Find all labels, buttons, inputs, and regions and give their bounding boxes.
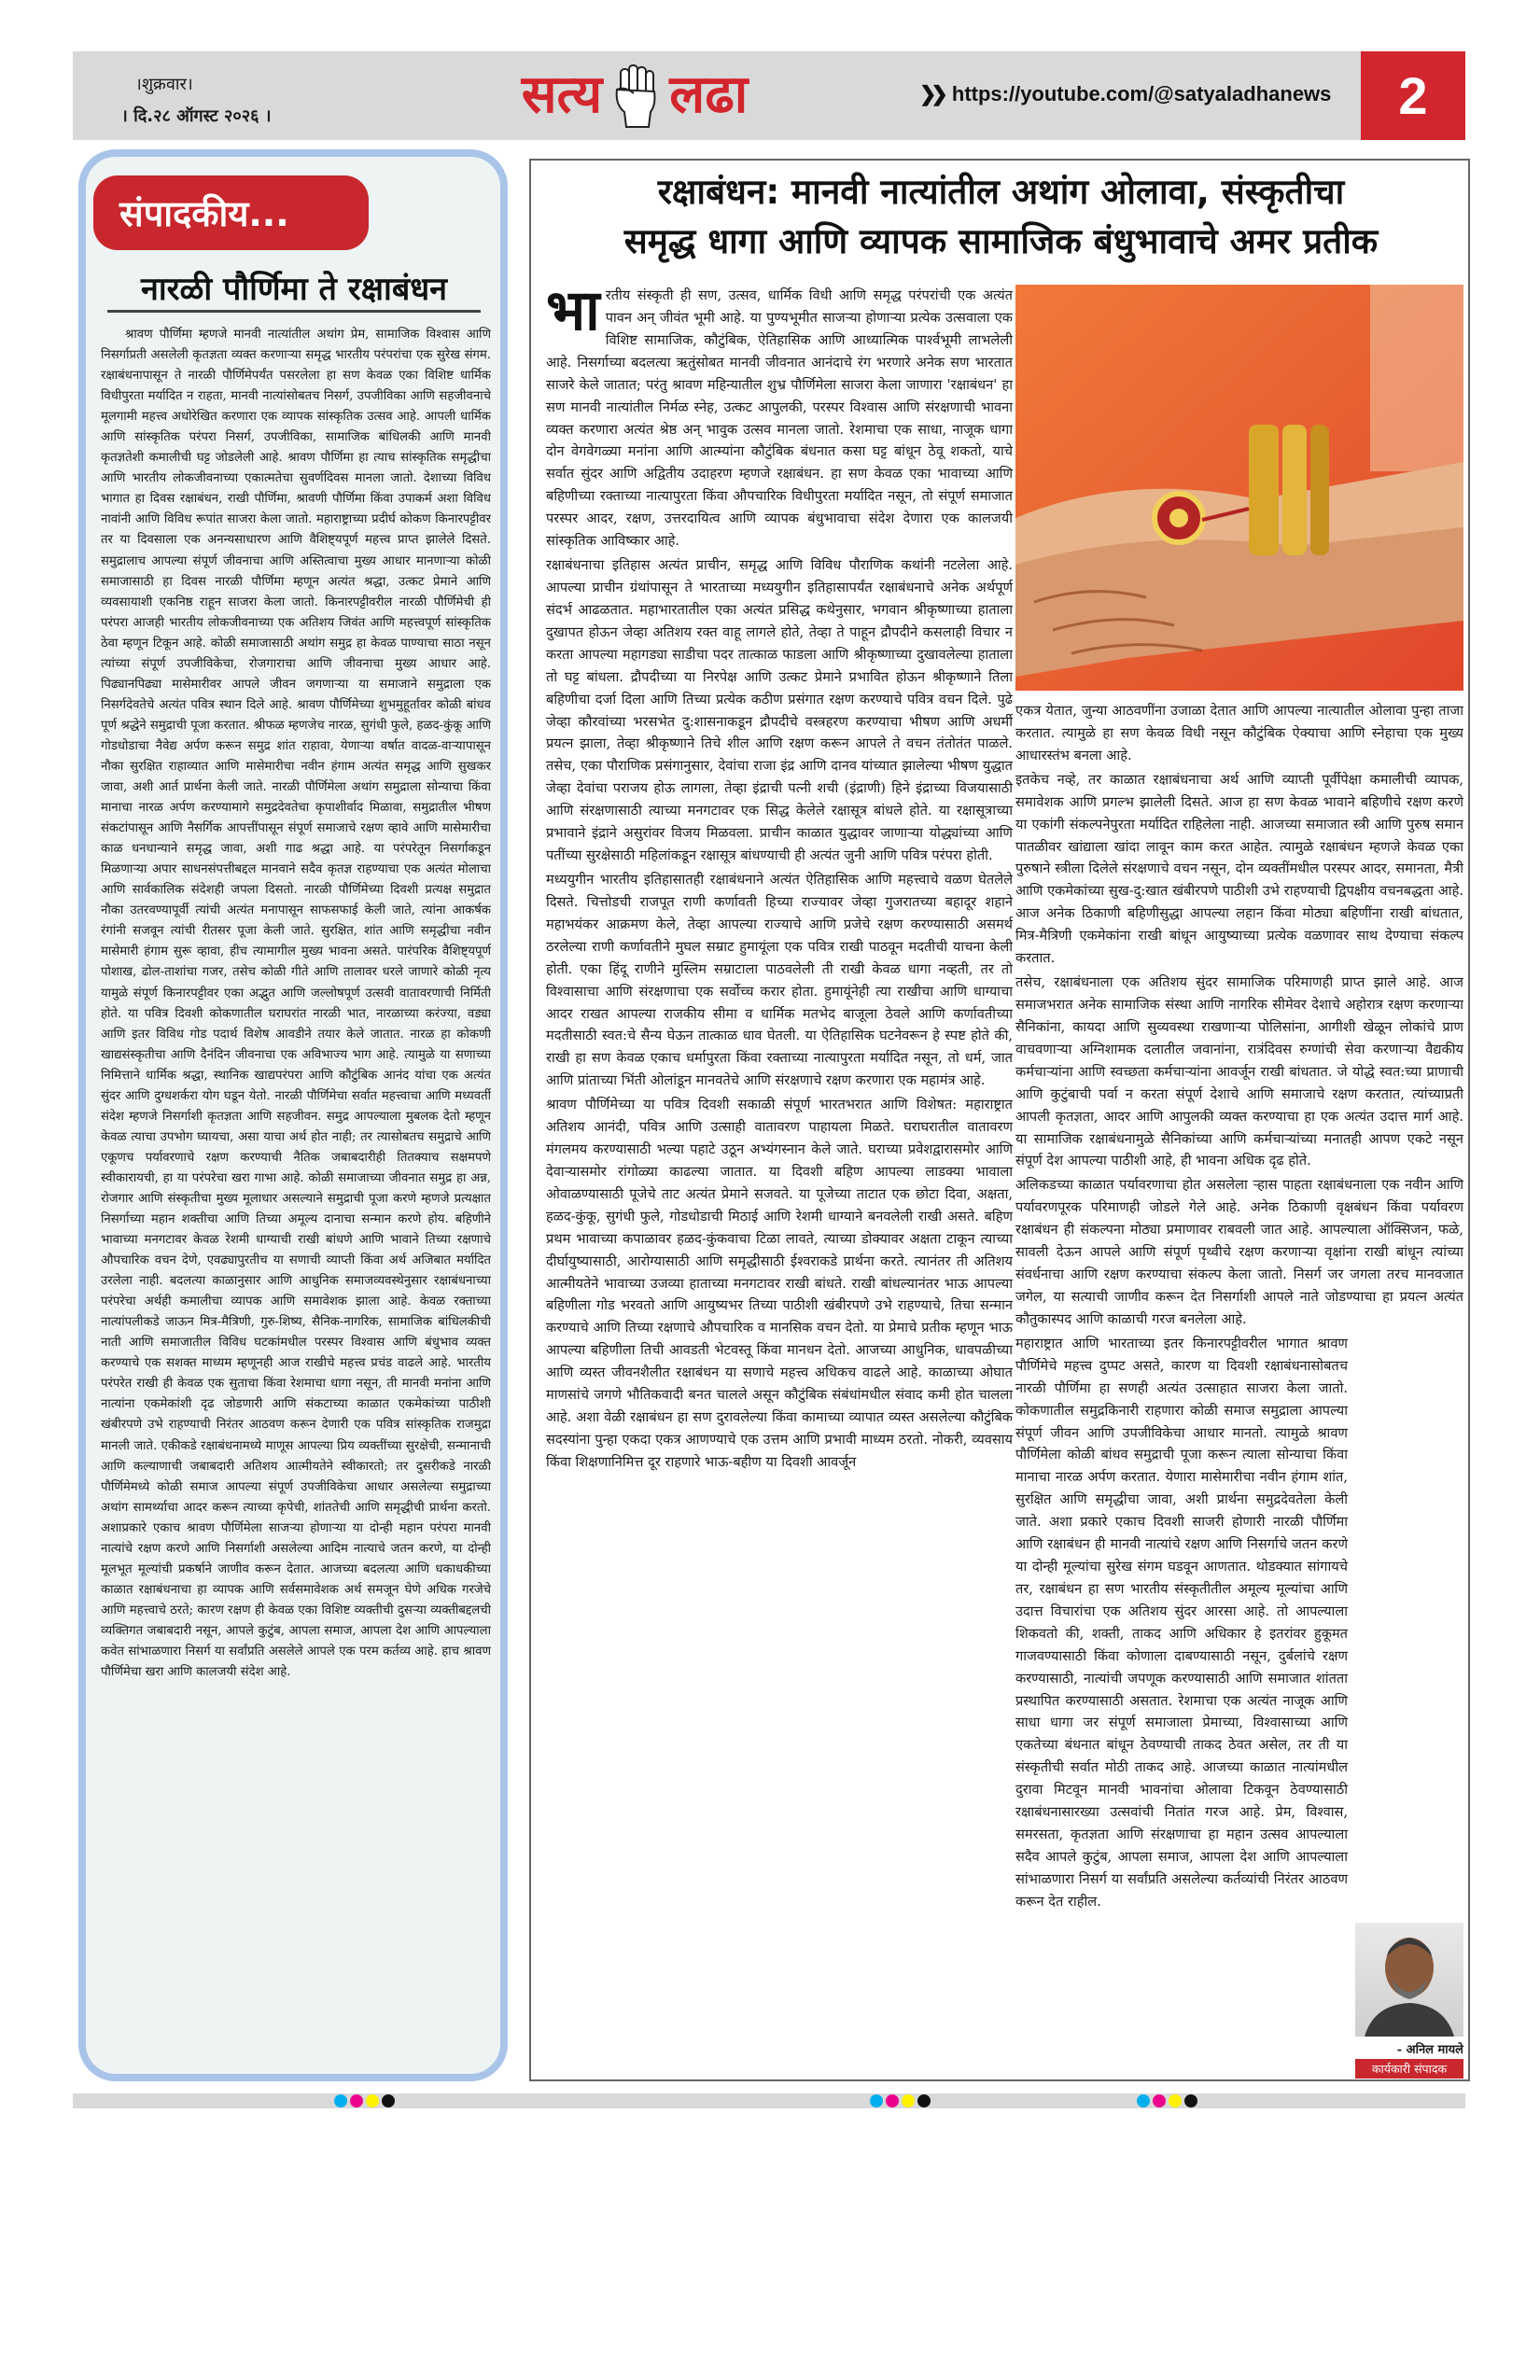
article-paragraph: एकत्र येतात, जुन्या आठवणींना उजाळा देतात आणि आपल्या नात्यातील ओलावा पुन्हा ताजा करतात. त्यामुळे हा सण केवळ विधी नसून कौटुंबिक ऐक्याचा आणि स्नेहाचा एक मुख्य आधारस्तंभ बनला आहे. [1015, 703, 1463, 763]
yellow-dot [1169, 2094, 1182, 2107]
editorial-tag: संपादकीय... [93, 175, 369, 250]
article-paragraph: तसेच, रक्षाबंधनाला एक अतिशय सुंदर सामाजिक परिमाणही प्राप्त झाले आहे. आज समाजभरात अनेक सामाजिक संस्था आणि नागरिक सीमेवर देशाचे अहोरात्र रक्षण करणाऱ्या सैनिकांना, कायदा आणि सुव्यवस्था राखणाऱ्या पोलिसांना, आगीशी खेळून लोकांचे प्राण वाचवणाऱ्या अग्निशामक दलातील जवानांना, रात्रंदिवस रुग्णांची सेवा करणाऱ्या वैद्यकीय कर्मचाऱ्यांना आणि स्वच्छता कर्मचाऱ्यांना आवर्जून राखी बांधतात. जे योद्धे स्वत:च्या प्राणाची आणि कुटुंबाची पर्वा न करता संपूर्ण देशाचे आणि समाजाचे रक्षण करतात, त्यांच्याप्रती आपली कृतज्ञता, आदर आणि आपुलकी व्यक्त करण्याचा हा एक अत्यंत उदात्त मार्ग आहे. या सामाजिक रक्षाबंधनामुळे सैनिकांच्या आणि कर्मचाऱ्यांच्या मनातही आपण एकटे नसून संपूर्ण देश आपल्या पाठीशी आहे, ही भावना अधिक दृढ होते. [1015, 974, 1463, 1169]
article-column-1 [546, 285, 1013, 2077]
magenta-dot [886, 2094, 899, 2107]
youtube-link[interactable] [919, 82, 1331, 106]
editorial-body [101, 325, 491, 2070]
black-dot [382, 2094, 395, 2107]
editorial-divider [107, 310, 481, 313]
rakhi-photo [1015, 285, 1463, 691]
author-portrait [1355, 1923, 1463, 2037]
paragraph-text: रतीय संस्कृती ही सण, उत्सव, धार्मिक विधी आणि समृद्ध परंपरांची एक अत्यंत पावन अन् जीवंत भूमी आहे. या पुण्यभूमीत साजऱ्या होणाऱ्या प्रत्येक उत्सवाला एक विशिष्ट सामाजिक, कौटुंबिक, ऐतिहासिक आणि आध्यात्मिक पार्श्वभूमी लाभलेली आहे. निसर्गाच्या बदलत्या ऋतुंसोबत मानवी जीवनात आनंदाचे रंग भरणारे अनेक सण भारतात साजरे केले जातात; परंतु श्रावण महिन्यातील शुभ्र पौर्णिमेला साजरा केला जाणारा 'रक्षाबंधन' हा सण मानवी नात्यांतील निर्मळ स्नेह, उत्कट आपुलकी, परस्पर विश्वास आणि संरक्षणाची भावना व्यक्त करणारा अत्यंत श्रेष्ठ अन् भावुक उत्सव मानला जातो. रेशमाचा एक साधा, नाजूक धागा दोन वेगवेगळ्या मनांना आणि आत्म्यांना कौटुंबिक बंधनात कसा घट्ट बांधून ठेवू शकतो, याचे सर्वात सुंदर आणि अद्वितीय उदाहरण म्हणजे रक्षाबंधन. हा सण केवळ एका भावाच्या आणि बहिणीच्या रक्ताच्या नात्यापुरता किंवा औपचारिक विधीपुरता मर्यादित नसून, तो संपूर्ण समाजात परस्पर आदर, रक्षण, उत्तरदायित्व आणि व्यापक बंधुभावाचा संदेश देणारा एक कालजयी सांस्कृतिक आविष्कार आहे. [546, 287, 1013, 550]
article-paragraph: महाराष्ट्रात आणि भारताच्या इतर किनारपट्टीवरील भागात श्रावण पौर्णिमेचे महत्त्व दुप्पट असते, कारण या दिवशी रक्षाबंधनासोबतच नारळी पौर्णिमा हा सणही अत्यंत उत्साहात साजरा केला जातो. कोकणातील समुद्रकिनारी राहणारा कोळी समाज समुद्राला आपल्या संपूर्ण जीवन आणि उपजीविकेचा आधार मानतो. त्यामुळे श्रावण पौर्णिमेला कोळी बांधव समुद्राची पूजा करून त्याला सोन्याचा किंवा मानाचा नारळ अर्पण करतात. येणारा मासेमारीचा नवीन हंगाम शांत, सुरक्षित आणि समृद्धीचा जावा, अशी प्रार्थना समुद्रदेवतेला केली जाते. अशा प्रकारे एकाच दिवशी साजरी होणारी नारळी पौर्णिमा आणि रक्षाबंधन ही मानवी नात्यांचे रक्षण आणि निसर्गाचे जतन करणे या दोन्ही मूल्यांचा सुरेख संगम घडवून आणतात. थोडक्यात सांगायचे तर, रक्षाबंधन हा सण भारतीय संस्कृतीतील अमूल्य मूल्यांचा आणि उदात्त विचारांचा एक अतिशय सुंदर आरसा आहे. तो आपल्याला शिकवतो की, शक्ती, ताकद आणि अधिकार हे इतरांवर हुकूमत गाजवण्यासाठी किंवा कोणाला दाबण्यासाठी नसून, दुर्बलांचे रक्षण करण्यासाठी, नात्यांची जपणूक करण्यासाठी आणि समाजात शांतता प्रस्थापित करण्यासाठी असतात. रेशमाचा एक अत्यंत नाजूक आणि साधा धागा जर संपूर्ण समाजाला प्रेमाच्या, विश्वासाच्या आणि एकतेच्या बंधनात बांधून ठेवण्याची ताकद ठेवत असेल, तर ती या संस्कृतीची सर्वात मोठी ताकद आहे. आजच्या काळात नात्यांमधील दुरावा मिटवून मानवी भावनांचा ओलावा टिकवून ठेवण्यासाठी रक्षाबंधनासारख्या उत्सवांची नितांत गरज आहे. प्रेम, विश्वास, समरसता, कृतज्ञता आणि संरक्षणाचा हा महान उत्सव आपल्याला सदैव आपले कुटुंब, आपला समाज, आपला देश आणि आपल्याला सांभाळणारा निसर्ग या सर्वांप्रति असलेल्या कर्तव्यांची निरंतर आठवण करून देत राहील. [1015, 1335, 1348, 1910]
masthead-left-text: सत्य [521, 64, 603, 125]
cyan-dot [334, 2094, 347, 2107]
editorial-paragraph: श्रावण पौर्णिमा म्हणजे मानवी नात्यांतील अथांग प्रेम, सामाजिक विश्वास आणि निसर्गाप्रती असलेली कृतज्ञता व्यक्त करणाऱ्या समृद्ध भारतीय परंपरांचा एक सुरेख संगम. रक्षाबंधनापासून ते नारळी पौर्णिमेपर्यंत पसरलेला हा सण केवळ एका विशिष्ट धार्मिक विधीपुरता मर्यादित न राहता, मानवी नात्यांसोबतच निसर्ग, उपजीविका आणि सहजीवनाचे मूलगामी महत्त्व अधोरेखित करणारा एक व्यापक सांस्कृतिक उत्सव आहे. आपली धार्मिक आणि सांस्कृतिक परंपरा निसर्ग, उपजीविका, सामाजिक बांधिलकी आणि मानवी कृतज्ञतेशी कमालीची घट्ट जोडलेली आहे. श्रावण पौर्णिमा हा त्याच सांस्कृतिक समृद्धीचा आणि भारतीय लोकजीवनाच्या एकात्मतेचा सुवर्णदिवस मानला जातो. देशाच्या विविध भागात हा दिवस रक्षाबंधन, राखी पौर्णिमा, श्रावणी पौर्णिमा किंवा उपाकर्म अशा विविध नावांनी आणि विविध रूपांत साजरा केला जातो. महाराष्ट्राच्या प्रदीर्घ कोकण किनारपट्टीवर तर या दिवसाला एक अनन्यसाधारण आणि वैशिष्ट्यपूर्ण महत्त्व प्राप्त झालेले दिसते. समुद्रालाच आपल्या संपूर्ण जीवनाचा आणि अस्तित्वाचा मुख्य आधार मानणाऱ्या कोळी समाजासाठी हा दिवस नारळी पौर्णिमा म्हणून अत्यंत श्रद्धा, उत्कट प्रेमाने आणि व्यवसायाशी एकनिष्ठ राहून साजरा केला जातो. किनारपट्टीवरील नारळी पौर्णिमेची ही परंपरा आजही भारतीय लोकजीवनाच्या एक अतिशय जिवंत आणि महत्त्वपूर्ण सांस्कृतिक ठेवा म्हणून टिकून आहे. कोळी समाजासाठी अथांग समुद्र हा केवळ पाण्याचा साठा नसून त्यांच्या संपूर्ण उपजीविकेचा, रोजगाराचा आणि जीवनाचा मुख्य आधार आहे. पिढ्यानपिढ्या मासेमारीवर आपले जीवन जगणाऱ्या या समाजाने समुद्राला एक निसर्गदेवतेचे अत्यंत पवित्र स्थान दिले आहे. श्रावण पौर्णिमेच्या शुभमुहूर्तावर कोळी बांधव पूर्ण श्रद्धेने समुद्राची पूजा करतात. श्रीफळ म्हणजेच नारळ, सुगंधी फुले, हळद-कुंकू आणि गोडधोडाचा नैवेद्य अर्पण करून समुद्र शांत राहावा, येणाऱ्या वर्षात वादळ-वाऱ्यापासून नौका सुरक्षित राहाव्यात आणि मासेमारीचा नवीन हंगाम अत्यंत समृद्ध आणि सुखकर जावा, अशी आर्त प्रार्थना केली जाते. नारळी पौर्णिमेला अथांग समुद्राला सोन्याचा किंवा मानाचा नारळ अर्पण करण्यामागे समुद्रदेवतेचा कृपाशीर्वाद मिळावा, समुद्रातील भीषण संकटांपासून आणि नैसर्गिक आपत्तींपासून संपूर्ण समाजाचे रक्षण व्हावे आणि मासेमारीचा काळ धनधान्याने समृद्ध जावा, अशी गाढ श्रद्धा आहे. या परंपरेतून निसर्गाकडून मिळणाऱ्या अपार साधनसंपत्तीबद्दल मानवाने सदैव कृतज्ञ राहण्याचा एक अत्यंत मोलाचा आणि सार्वकालिक संदेशही जपला दिसतो. नारळी पौर्णिमेच्या दिवशी प्रत्यक्ष समुद्रात नौका उतरवण्यापूर्वी त्यांची अत्यंत मनापासून साफसफाई केली जाते, त्यांना आकर्षक रंगांनी सजवून त्यांची रीतसर पूजा केली जाते. सुरक्षित, शांत आणि समृद्धीचा नवीन मासेमारी हंगाम सुरू व्हावा, हीच त्यामागील मुख्य भावना असते. पारंपरिक वैशिष्ट्यपूर्ण पोशाख, ढोल-ताशांचा गजर, तसेच कोळी गीते आणि तालावर धरले जाणारे कोळी नृत्य यामुळे संपूर्ण किनारपट्टीवर एका अद्भुत आणि जल्लोषपूर्ण उत्सवी वातावरणाची निर्मिती होते. या पवित्र दिवशी कोकणातील घराघरांत नारळी भात, नारळाच्या करंज्या, वड्या आणि इतर विविध गोड पदार्थ विशेष आवडीने तयार केले जातात. नारळ हा कोकणी खाद्यसंस्कृतीचा आणि दैनंदिन जीवनाचा एक अविभाज्य भाग आहे. त्यामुळे या सणाच्या निमित्ताने धार्मिक श्रद्धा, स्थानिक खाद्यपरंपरा आणि कौटुंबिक आनंद यांचा एक अत्यंत सुंदर आणि दुग्धशर्करा योग घडून येतो. नारळी पौर्णिमेचा सर्वात महत्त्वाचा आणि मध्यवर्ती संदेश म्हणजे निसर्गाशी कृतज्ञता आणि सहजीवन. समुद्र आपल्याला मुबलक देतो म्हणून केवळ त्याचा उपभोग घ्यायचा, असा याचा अर्थ होत नाही; तर त्यासोबतच समुद्राचे आणि एकूणच पर्यावरणाचे रक्षण करण्याची नैतिक जबाबदारीही तितक्याच सक्षमपणे स्वीकारायची, हा या परंपरेचा खरा गाभा आहे. कोळी समाजाच्या जीवनात समुद्र हा अन्न, रोजगार आणि संस्कृतीचा मुख्य मूलाधार असल्याने समुद्राची पूजा करणे म्हणजे प्रत्यक्षात निसर्गाच्या महान शक्तीचा आणि तिच्या अमूल्य दानाचा सन्मान करणे होय. बहिणीने भावाच्या मनगटावर केवळ रेशमी धाग्याची राखी बांधणे आणि भावाने तिच्या रक्षणाचे औपचारिक वचन देणे, एवढ्यापुरतीच या सणाची व्याप्ती किंवा अर्थ अजिबात मर्यादित उरलेला नाही. बदलत्या काळानुसार आणि आधुनिक समाजव्यवस्थेनुसार रक्षाबंधनाच्या परंपरेचा अर्थही कमालीचा व्यापक आणि समावेशक झाला आहे. केवळ रक्ताच्या नात्यांपलीकडे जाऊन मित्र-मैत्रिणी, गुरु-शिष्य, सैनिक-नागरिक, सामाजिक बांधिलकीची नाती आणि समाजातील विविध घटकांमधील परस्पर विश्वास आणि बंधुभाव व्यक्त करण्याचे एक सशक्त माध्यम म्हणूनही आज राखीचे महत्त्व प्रचंड वाढले आहे. भारतीय परंपरेत राखी ही केवळ एक सुताचा किंवा रेशमाचा धागा नसून, ती मानवी मनांना आणि नात्यांना एकमेकांशी दृढ जोडणारी आणि संकटाच्या काळात एकमेकांच्या पाठीशी खंबीरपणे उभे राहण्याची निरंतर आठवण करून देणारी एक पवित्र सांस्कृतिक राजमुद्रा मानली जाते. एकीकडे रक्षाबंधनामध्ये माणूस आपल्या प्रिय व्यक्तींच्या सुरक्षेची, सन्मानाची आणि कल्याणाची जबाबदारी अतिशय आत्मीयतेने स्वीकारतो; तर दुसरीकडे नारळी पौर्णिमेमध्ये कोळी समाज आपल्या संपूर्ण उपजीविकेचा आधार असलेल्या समुद्राच्या अथांग सामर्थ्याचा आदर करून त्याच्या कृपेची, शांततेची आणि समृद्धीची प्रार्थना करतो. अशाप्रकारे एकाच श्रावण पौर्णिमेला साजऱ्या होणाऱ्या या दोन्ही महान परंपरा मानवी नात्यांचे रक्षण करणे आणि निसर्गाशी असलेल्या आदिम नात्याचे जतन करणे, या दोन्ही मूलभूत मूल्यांची प्रकर्षाने जाणीव करून देतात. आजच्या बदलत्या आणि धकाधकीच्या काळात रक्षाबंधनाचा हा व्यापक आणि सर्वसमावेशक अर्थ समजून घेणे अधिक गरजेचे आणि महत्त्वाचे ठरते; कारण रक्षण ही केवळ एका विशिष्ट व्यक्तीची दुसऱ्या व्यक्तीबद्दलची व्यक्तिगत जबाबदारी नसून, आपले कुटुंब, आपला समाज, आपला देश आणि आपल्याला कवेत सांभाळणारा निसर्ग या सर्वांप्रति असलेले आपले एक परम कर्तव्य आहे. हाच श्रावण पौर्णिमेचा खरा आणि कालजयी संदेश आहे. [101, 328, 491, 1680]
magenta-dot [1153, 2094, 1166, 2107]
registration-marks-center [870, 2094, 931, 2107]
author-role: कार्यकारी संपादक [1355, 2059, 1463, 2079]
article-paragraph: इतकेच नव्हे, तर काळात रक्षाबंधनाचा अर्थ आणि व्याप्ती पूर्वीपेक्षा कमालीची व्यापक, समावेशक आणि प्रगल्भ झालेली दिसते. आज हा सण केवळ भावाने बहिणीचे रक्षण करणे या एकांगी संकल्पनेपुरता मर्यादित राहिलेला नाही. आजच्या समाजात स्त्री आणि पुरुष समान पातळीवर खांद्याला खांदा लावून काम करत आहेत. त्यामुळे रक्षाबंधन म्हणजे केवळ एका पुरुषाने स्त्रीला दिलेले संरक्षणाचे वचन नसून, दोन व्यक्तींमधील परस्पर आदर, समानता, मैत्री आणि एकमेकांच्या सुख-दु:खात खंबीरपणे पाठीशी उभे राहण्याची द्विपक्षीय वचनबद्धता आहे. आज अनेक ठिकाणी बहिणीसुद्धा आपल्या लहान किंवा मोठ्या बहिणींना राखी बांधतात, मित्र-मैत्रिणी एकमेकांना राखी बांधून आयुष्याच्या प्रत्येक वळणावर साथ देण्याचा संकल्प करतात. [1015, 771, 1463, 967]
article-headline [541, 168, 1461, 266]
youtube-url[interactable]: https://youtube.com/@satyaladhanews [951, 82, 1332, 105]
masthead-logo [439, 58, 831, 133]
yellow-dot [366, 2094, 379, 2107]
black-dot [917, 2094, 931, 2107]
registration-marks-left [334, 2094, 395, 2107]
page-number: 2 [1361, 51, 1465, 140]
article-paragraph: रक्षाबंधनाचा इतिहास अत्यंत प्राचीन, समृद्ध आणि विविध पौराणिक कथांनी नटलेला आहे. आपल्या प्राचीन ग्रंथांपासून ते भारताच्या मध्ययुगीन इतिहासापर्यंत रक्षाबंधनाचे अनेक अर्थपूर्ण संदर्भ आढळतात. महाभारतातील एका अत्यंत प्रसिद्ध कथेनुसार, भगवान श्रीकृष्णाच्या हाताला दुखापत होऊन जेव्हा अतिशय रक्त वाहू लागले होते, तेव्हा ते पाहून द्रौपदीने कसलाही विचार न करता आपल्या महागड्या साडीचा पदर तात्काळ फाडला आणि श्रीकृष्णाच्या दुखावलेल्या हाताला तो घट्ट बांधला. द्रौपदीच्या या निरपेक्ष आणि उत्कट प्रेमाने प्रभावित होऊन श्रीकृष्णाने तिला बहिणीचा दर्जा दिला आणि तिच्या प्रत्येक कठीण प्रसंगात रक्षण करण्याचे पवित्र वचन दिले. पुढे जेव्हा कौरवांच्या भरसभेत दु:शासनाकडून द्रौपदीचे वस्त्रहरण करण्याचा भीषण आणि अधर्मी प्रयत्न झाला, तेव्हा श्रीकृष्णाने तिचे शील आणि रक्षण करून आपले ते वचन तंतोतंत पाळले. तसेच, एका पौराणिक प्रसंगानुसार, देवांचा राजा इंद्र आणि दानव यांच्यात झालेल्या भीषण युद्धात जेव्हा देवांचा पराजय होऊ लागला, तेव्हा इंद्राची पत्नी शची (इंद्राणी) हिने इंद्राच्या विजयासाठी आणि संरक्षणासाठी त्याच्या मनगटावर एक सिद्ध केलेले रक्षासूत्र बांधले होते. या रक्षासूत्राच्या प्रभावाने इंद्राने असुरांवर विजय मिळवला. प्राचीन काळात युद्धावर जाणाऱ्या योद्ध्यांच्या आणि पतींच्या सुरक्षेसाठी महिलांकडून रक्षासूत्र बांधण्याची ही अत्यंत जुनी आणि पवित्र परंपरा होती. [546, 557, 1013, 864]
registration-marks-right [1137, 2094, 1197, 2107]
article-paragraph: अलिकडच्या काळात पर्यावरणाचा होत असलेला ऱ्हास पाहता रक्षाबंधनाला एक नवीन आणि पर्यावरणपूरक परिमाणही जोडले गेले आहे. अनेक ठिकाणी वृक्षबंधन किंवा पर्यावरण रक्षाबंधन ही संकल्पना मोठ्या प्रमाणावर राबवली जात आहे. आपल्याला ऑक्सिजन, फळे, सावली देऊन आपले आणि संपूर्ण पृथ्वीचे रक्षण करणाऱ्या वृक्षांना राखी बांधून त्यांच्या संवर्धनाचा आणि रक्षण करण्याचा संकल्प केला जातो. निसर्ग जर जगला तरच मानवजात जगेल, या सत्याची जाणीव करून देत निसर्गाशी आपले नाते जोडण्याचा हा प्रयत्न अत्यंत कौतुकास्पद आणि काळाची गरज बनलेला आहे. [1015, 1177, 1463, 1327]
drop-cap: भा [546, 285, 600, 343]
masthead-right-text: लढा [669, 64, 749, 125]
headline-line-1: रक्षाबंधन: मानवी नात्यांतील अथांग ओलावा, संस्कृतीचा [657, 172, 1345, 212]
cyan-dot [1137, 2094, 1150, 2107]
double-chevron-icon: ❯❯ [919, 82, 943, 105]
article-column-2 [1015, 700, 1463, 2072]
article-paragraph: मध्ययुगीन भारतीय इतिहासातही रक्षाबंधनाने अत्यंत ऐतिहासिक आणि महत्त्वाचे वळण घेतलेले दिसते. चित्तोडची राजपूत राणी कर्णावती हिच्या राज्यावर जेव्हा गुजरातच्या बहादूर शहाने महाभयंकर आक्रमण केले, तेव्हा आपल्या राज्याचे आणि प्रजेचे रक्षण करण्यासाठी असमर्थ ठरलेल्या राणी कर्णावतीने मुघल सम्राट हुमायूंला एक पवित्र राखी पाठवून मदतीची याचना केली होती. एका हिंदू राणीने मुस्लिम सम्राटाला पाठवलेली ती राखी केवळ धागा नव्हती, तर तो विश्वासाचा आणि संरक्षणाचा एक सर्वोच्च करार होता. हुमायूंनेही त्या राखीचा आणि धाग्याचा आदर राखत आपल्या राजकीय सीमा व धार्मिक मतभेद बाजूला ठेवले आणि कर्णावतीच्या मदतीसाठी स्वत:चे सैन्य घेऊन तात्काळ धाव घेतली. या ऐतिहासिक घटनेवरून हे स्पष्ट होते की, राखी हा सण केवळ एकाच धर्मापुरता किंवा रक्ताच्या नात्यापुरता मर्यादित नसून, तो धर्म, जात आणि प्रांताच्या भिंती ओलांडून मानवतेचे आणि संरक्षणाचे रक्षण करणारा एक महामंत्र आहे. [546, 871, 1013, 1089]
rakhi-hands-illustration [1015, 285, 1463, 691]
article-paragraph: श्रावण पौर्णिमेच्या या पवित्र दिवशी सकाळी संपूर्ण भारतभरात आणि विशेषत: महाराष्ट्रात अतिशय आनंदी, पवित्र आणि उत्साही वातावरण पाहायला मिळते. घराघरातील वातावरण मंगलमय करण्यासाठी भल्या पहाटे उठून अभ्यंगस्नान केले जाते. घराच्या प्रवेशद्वारासमोर आणि देवाऱ्यासमोर रांगोळ्या काढल्या जातात. या दिवशी बहिण आपल्या लाडक्या भावाला ओवाळण्यासाठी पूजेचे ताट अत्यंत प्रेमाने सजवते. या पूजेच्या ताटात एक छोटा दिवा, अक्षता, हळद-कुंकू, सुगंधी फुले, गोडधोडाची मिठाई आणि रेशमी धाग्याने बनवलेली राखी असते. बहिण प्रथम भावाच्या कपाळावर हळद-कुंकवाचा टिळा लावते, त्याच्या डोक्यावर अक्षता टाकून त्याच्या दीर्घायुष्यासाठी, आरोग्यासाठी आणि समृद्धीसाठी ईश्वराकडे प्रार्थना करते. त्यानंतर ती अतिशय आत्मीयतेने भावाच्या उजव्या हाताच्या मनगटावर राखी बांधते. राखी बांधल्यानंतर भाऊ आपल्या बहिणीला गोड भरवतो आणि आयुष्यभर तिच्या पाठीशी खंबीरपणे उभे राहण्याचे, तिचा सन्मान करण्याचे आणि तिच्या रक्षणाचे औपचारिक व मानसिक वचन देतो. या प्रेमाचे प्रतीक म्हणून भाऊ आपल्या बहिणीला तिची आवडती भेटवस्तू किंवा मानधन देतो. आजच्या आधुनिक, धावपळीच्या आणि व्यस्त जीवनशैलीत रक्षाबंधन या सणाचे महत्त्व अधिकच वाढले आहे. काळाच्या ओघात माणसांचे जगणे भौतिकवादी बनत चालले असून कौटुंबिक संबंधांमधील संवाद कमी होत चालला आहे. अशा वेळी रक्षाबंधन हा सण दुरावलेल्या किंवा कामाच्या व्यापात व्यस्त असलेल्या कौटुंबिक सदस्यांना पुन्हा एकदा एकत्र आणण्याचे एक उत्तम आणि प्रभावी माध्यम ठरतो. नोकरी, व्यवसाय किंवा शिक्षणानिमित्त दूर राहणारे भाऊ-बहीण या दिवशी आवर्जून [546, 1097, 1013, 1470]
raised-fist-icon [608, 62, 664, 129]
article-paragraph [546, 285, 1013, 553]
headline-line-2: समृद्ध धागा आणि व्यापक सामाजिक बंधुभावाचे अमर प्रतीक [623, 220, 1379, 261]
yellow-dot [902, 2094, 915, 2107]
author-card [1355, 1923, 1463, 2076]
header-date: । दि.२८ ऑगस्ट २०२६ । [121, 106, 272, 126]
author-name: - अनिल मायले [1396, 2043, 1463, 2057]
cyan-dot [870, 2094, 883, 2107]
header-day: ।शुक्रवार। [135, 75, 193, 94]
editorial-title: नारळी पौर्णिमा ते रक्षाबंधन [140, 271, 448, 308]
author-photo [1355, 1923, 1463, 2037]
footer-band [73, 2093, 1465, 2108]
magenta-dot [350, 2094, 363, 2107]
black-dot [1184, 2094, 1197, 2107]
